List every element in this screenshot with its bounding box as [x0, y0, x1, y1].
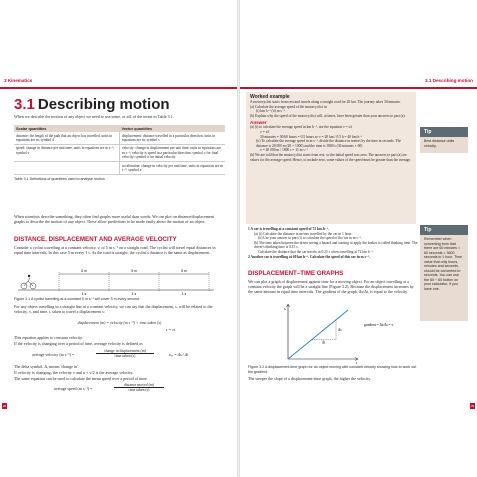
exercise-line: Calculate the distance that the car travels in 0.25 s when travelling at 72 km h⁻¹.	[258, 249, 374, 254]
figure-caption: Figure 3.1 A cyclist travelling at a constant 5 m s⁻¹ will cover 5 m every second.	[14, 297, 140, 301]
worked-part: (i) km h⁻¹ (ii) m s⁻¹.	[256, 109, 286, 114]
worked-example-panel	[246, 92, 416, 224]
equation-displacement: displacement (m) = velocity (m s⁻¹) × time taken (s)	[77, 320, 162, 325]
heading-graphs: DISPLACEMENT–TIME GRAPHS	[248, 270, 344, 277]
tip-body: Best distance units velocity.	[424, 139, 455, 148]
constant-velocity-note: This equation applies to constant velocity.	[14, 335, 83, 340]
eq-denominator: time taken (s)	[128, 388, 150, 392]
right-page	[240, 0, 477, 477]
worked-question: A motorcyclist starts from rest and travels along a straight road for 20 km. The journey takes 30 minutes.	[250, 100, 401, 104]
page-number-left: 28	[2, 404, 7, 408]
answer-line: (b) We are told that the motorcyclist starts from rest, so the initial speed was zero. The answers to part (a) are values for the average speed. Hence, to include zero, some values of the speed must be greater than the average.	[250, 152, 411, 162]
page-number-right: 29	[470, 404, 475, 408]
exercises	[248, 227, 418, 259]
eq-right: vₐᵥ = Δs / Δt	[169, 352, 189, 357]
exercise-line: 1 A car is travelling at a constant speed of 72 km h⁻¹.	[248, 227, 329, 231]
table-row	[14, 144, 225, 161]
graph-line	[288, 310, 348, 359]
table-cell: velocity: change in displacement per unit time, units in equations are m s⁻¹; velocity is speed in a particular direction; symbol v for final velocity; symbol u for initial velocity	[120, 144, 226, 161]
header-rule	[0, 87, 237, 89]
graph-y-label: s	[284, 306, 286, 311]
uniform-note: If velocity is changing, the velocity v and u + v/2 is the average velocity.	[14, 370, 134, 375]
straight-line-paragraph: For any object travelling in a straight line at a constant velocity, we can say that the displacement, s, will be related to the velocity, v, and time, t, taken to travel a displacement s:	[14, 304, 213, 315]
cyclist-paragraph: Consider a cyclist travelling at a constant velocity, v, of 5 m s⁻¹ on a straight road. The cyclist will travel equal distances in equal time intervals. In this case 5 m every 1 s. As the road is straight, the cyclist's distance is the same as displacement.	[14, 245, 216, 256]
table-cell: speed: change in distance per unit time, units in equations are m s⁻¹; symbol v	[14, 144, 120, 161]
answer-label: Answer	[250, 120, 267, 126]
table-cell: displacement: distance travelled in a particular direction, units in equations are m; symbol s	[120, 132, 226, 144]
worked-example-title: Worked example	[250, 94, 290, 100]
tip-body: Remember when converting from that there are 60 minutes = 60 seconds = 3600 seconds in 1 hour. Time value that only hours, minutes and seconds, should be converted to seconds. You can use the 60 ÷ 60 button on your calculator, if you have one.	[424, 237, 462, 291]
figure-label: 5 m	[81, 269, 87, 273]
graph-delta-s: Δs	[338, 328, 342, 332]
answer-line: v = 20 000 m / 1800 s = 11 m s⁻¹	[260, 148, 308, 153]
exercise-line: 2 Another car is travelling at 60 km h⁻¹. Calculate the speed of this car in m s⁻¹.	[248, 254, 370, 259]
table-cell: acceleration: change in velocity per unit time, units in equations are m s⁻²; symbol a	[120, 162, 226, 175]
figure-label: 1 s	[131, 292, 137, 296]
tip-title: Tip	[420, 225, 468, 235]
tip-title: Tip	[420, 127, 468, 137]
average-velocity-equation	[14, 349, 225, 361]
running-head-left: 3 Kinematics	[4, 78, 33, 83]
figure-label: 1 s	[81, 292, 87, 296]
graph-x-label: t	[356, 360, 358, 365]
tip-box-2	[420, 225, 468, 321]
eq-numerator: distance moved (m)	[114, 383, 164, 388]
table-header-vector: Vector quantities	[120, 125, 226, 132]
table-row	[14, 162, 225, 175]
header-rule	[240, 87, 477, 89]
table-cell	[14, 162, 120, 175]
eq-left: average velocity (m s⁻¹) =	[32, 352, 75, 357]
average-speed-equation	[14, 383, 225, 395]
tip-box-1	[420, 127, 468, 153]
definitions-table	[14, 125, 225, 181]
answer-line: 30 minutes = 30/60 hours = 0.5 hours so v = 20 km / 0.5 h = 40 km h⁻¹	[260, 134, 363, 139]
graphs-paragraph: When scientists describe something, they often find graphs more useful than words. We can plot on distance/displacement graphs to describe the motion of any object. These allow predictions to be made easily about the motion of an object.	[14, 214, 214, 225]
cyclist-figure	[14, 266, 225, 296]
table-cell: distance: the length of the path that an object has travelled, units in equations are m; symbol d	[14, 132, 120, 144]
section-heading	[14, 96, 225, 113]
eq-denominator: time taken (s)	[114, 354, 136, 358]
answer-line: (ii) To calculate the average speed in m s⁻¹, divide the distance in metres by the time in seconds. The distance is 20 000 m (20 × 1000) and the time is 1800 s (30 minutes × 60)	[256, 139, 401, 148]
equation-svt: s = vt	[165, 327, 175, 332]
section-title: Describing motion	[37, 96, 170, 113]
answer-line: (a) (i) to calculate the average speed in km h⁻¹, use the equation v = s/t	[250, 125, 352, 130]
section-number: 3.1	[14, 96, 35, 113]
answer-line: v = s/t	[260, 129, 270, 134]
exercise-line: (ii) Use your answer to part (i) to calculate the speed of the car in m s⁻¹.	[258, 236, 362, 241]
exercise-line: (a) (i) Calculate the distance in metres travelled by the car in 1 hour.	[254, 231, 352, 236]
figure-label: 5 m	[131, 269, 137, 273]
figure-label: 1 s	[181, 292, 187, 296]
steeper-paragraph: The steeper the slope of a displacement-time graph, the higher the velocity.	[248, 376, 372, 381]
bicycle-icon	[21, 275, 36, 289]
changing-velocity-note: If the velocity is changing over a period of time, average velocity is defined as	[14, 341, 143, 346]
figure-label: 5 m	[181, 269, 187, 273]
same-equation-note: The same equation can be used to calculate the mean speed over a period of time:	[14, 376, 148, 381]
graph-caption: Figure 3.2 A displacement-time graph for an object moving with constant velocity showing how to work out the gradient.	[248, 365, 417, 374]
eq-numerator: change in displacement (m)	[96, 349, 154, 354]
displacement-time-figure	[248, 302, 418, 365]
worked-part: (a) Calculate the average speed of the motorcyclist in	[250, 104, 327, 109]
running-head-right: 3.1 Describing motion	[425, 78, 473, 83]
graph-paragraph: We can plot a graph of displacement against time for a moving object. For an object travelling at a constant velocity the graph will be a straight line (Figure 3.2). Because the displacement increases by the same amount in equal time intervals. The gradient of the graph, Δs/Δt, is equal to the velocity.	[248, 279, 414, 295]
delta-note: The delta symbol, Δ, means 'change in'.	[14, 364, 79, 369]
graph-gradient-label: gradient = Δs/Δt = v	[364, 323, 394, 327]
table-header-scalar: Scalar quantities	[14, 125, 120, 132]
cyclist-figure-svg	[14, 266, 225, 296]
eq-left: average speed (m s⁻¹) =	[54, 386, 93, 391]
displacement-time-graph	[248, 302, 418, 365]
worked-part: (b) Explain why the speed of the motorcyclist will, at times, have been greater than your answers to part (a).	[250, 113, 406, 118]
left-page	[0, 0, 237, 477]
table-row	[14, 132, 225, 144]
graph-delta-t: Δt	[322, 340, 326, 345]
intro-text: When we describe the motion of any object we need to use some, or all, of the terms in Table 3.1.	[14, 114, 174, 119]
heading-distance: DISTANCE, DISPLACEMENT AND AVERAGE VELOCITY	[14, 236, 177, 243]
exercise-line: (b) The time taken between the driver seeing a hazard and starting to apply the brakes is called thinking time. The driver's thinking time is 0.15 s.	[254, 240, 418, 250]
table-caption: Table 3.1 Definitions of quantities used to analyse motion	[14, 176, 105, 181]
